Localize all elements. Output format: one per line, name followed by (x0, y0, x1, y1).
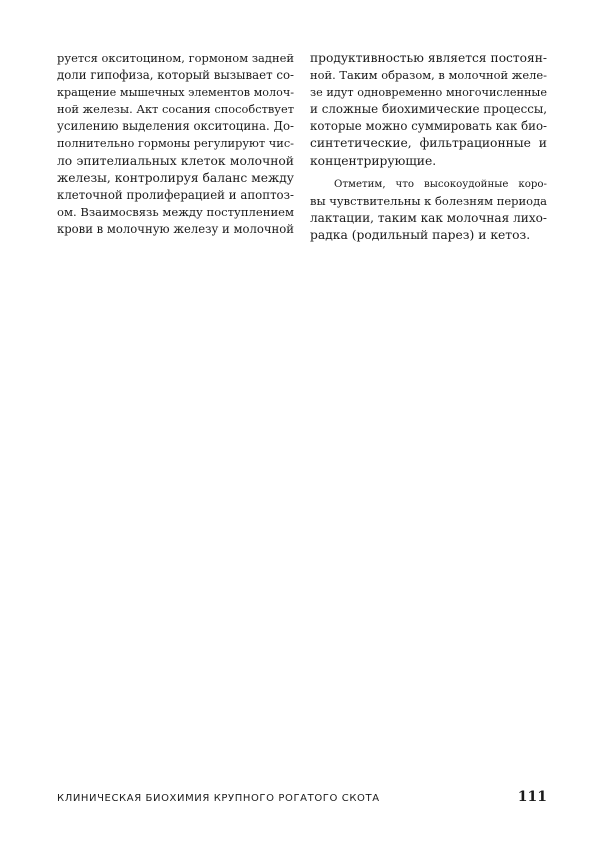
text-line: ом. Взаимосвязь между поступлением (57, 204, 294, 219)
text-line: концентрирующие. (310, 153, 437, 168)
text-line: железы, контролируя баланс между (57, 170, 294, 185)
text-line: клеточной пролиферацией и апоптоз- (57, 187, 294, 202)
paragraph-second (310, 176, 547, 244)
text-line: руется окситоцином, гормоном задней (57, 51, 294, 65)
text-line: доли гипофиза, который вызывает со- (57, 68, 294, 83)
text-line: ло эпителиальных клеток молочной (57, 153, 294, 168)
running-title: КЛИНИЧЕСКАЯ БИОХИМИЯ КРУПНОГО РОГАТОГО СКОТА (57, 793, 380, 804)
page-footer (57, 789, 547, 809)
right-column (310, 50, 547, 244)
text-line: вы чувствительны к болезням периода (310, 193, 547, 208)
page-number: 111 (517, 789, 547, 805)
text-line: кращение мышечных элементов молоч- (57, 86, 294, 100)
text-line: ной. Таким образом, в молочной желе- (310, 68, 547, 83)
text-line: полнительно гормоны регулируют чис- (57, 136, 294, 151)
text-line: лактации, таким как молочная лихо- (310, 210, 547, 225)
text-line: крови в молочную железу и молочной (57, 221, 294, 236)
text-line: радка (родильный парез) и кетоз. (310, 227, 531, 242)
text-line: ной железы. Акт сосания способствует (57, 102, 294, 117)
text-line: продуктивностью является постоян- (310, 51, 547, 65)
text-line: и сложные биохимические процессы, (310, 102, 547, 117)
text-line: усилению выделения окситоцина. До- (57, 119, 294, 134)
left-column (57, 50, 294, 238)
text-line: которые можно суммировать как био- (310, 119, 547, 134)
paragraph-continuation (310, 50, 547, 170)
text-line: синтетические, фильтрационные и (310, 136, 547, 151)
text-line: Отметим, что высокоудойные коро- (334, 178, 547, 190)
text-line: зе идут одновременно многочисленные (310, 86, 547, 100)
